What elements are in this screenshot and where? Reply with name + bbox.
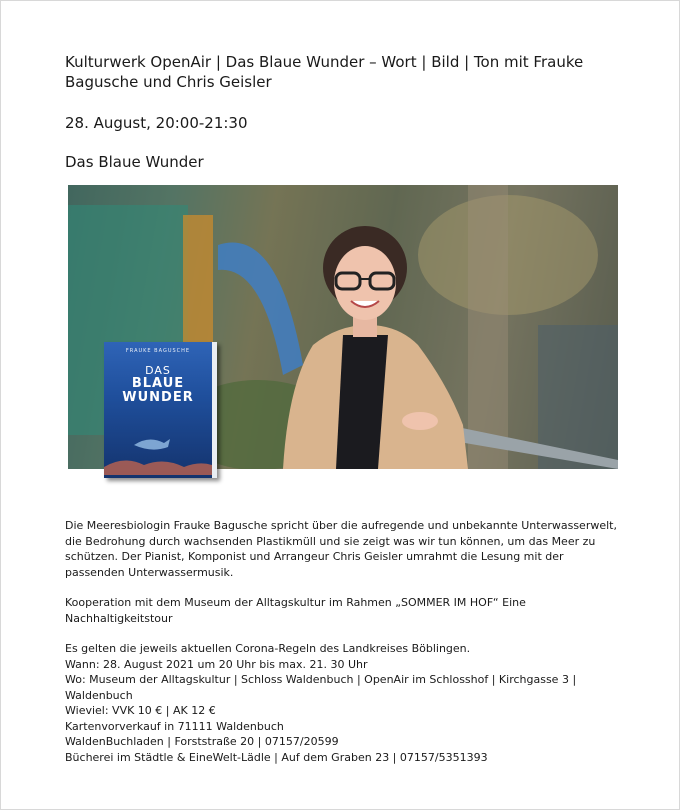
- details-line-bookstore: WaldenBuchladen | Forststraße 20 | 07157/20599: [65, 735, 339, 748]
- cooperation-paragraph: Kooperation mit dem Museum der Alltagskultur im Rahmen „SOMMER IM HOF“ Eine Nachhaltigkeitstour: [65, 596, 526, 625]
- event-subtitle: Das Blaue Wunder: [65, 153, 204, 171]
- details-line-price: Wieviel: VVK 10 € | AK 12 €: [65, 704, 216, 717]
- book-title-das: DAS: [145, 364, 171, 377]
- book-dolphin-illustration: [104, 405, 212, 475]
- book-title-blaue: BLAUE: [131, 376, 185, 391]
- event-description: [65, 518, 625, 765]
- details-line-presale: Kartenvorverkauf in 71111 Waldenbuch: [65, 719, 284, 733]
- book-title-wunder: WUNDER: [122, 390, 194, 405]
- description-paragraph: Die Meeresbiologin Frauke Bagusche spricht über die aufregende und unbekannte Unterwasserwelt, die Bedrohung durch wachsenden Plastikmüll und sie zeigt was wir tun können, um das Meer zu schützen. Der Pianist, Komponist und Arrangeur Chris Geisler umrahmt die Lesung mit der passenden Unterwassermusik.: [65, 519, 617, 579]
- event-title: Kulturwerk OpenAir | Das Blaue Wunder – Wort | Bild | Ton mit Frauke Bagusche und Chris Geisler: [65, 53, 584, 91]
- details-line-when: Wann: 28. August 2021 um 20 Uhr bis max. 21. 30 Uhr: [65, 657, 368, 671]
- book-cover: [104, 342, 217, 478]
- book-author: FRAUKE BAGUSCHE: [125, 348, 191, 354]
- event-date: 28. August, 20:00-21:30: [65, 114, 248, 132]
- details-line-corona: Es gelten die jeweils aktuellen Corona-Regeln des Landkreises Böblingen.: [65, 642, 471, 655]
- details-line-library: Bücherei im Städtle & EineWelt-Lädle | Auf dem Graben 23 | 07157/5351393: [65, 750, 488, 764]
- details-line-where: Wo: Museum der Alltagskultur | Schloss Waldenbuch | OpenAir im Schlosshof | Kirchgasse 3 | Waldenbuch: [65, 673, 577, 702]
- event-header: [65, 52, 625, 172]
